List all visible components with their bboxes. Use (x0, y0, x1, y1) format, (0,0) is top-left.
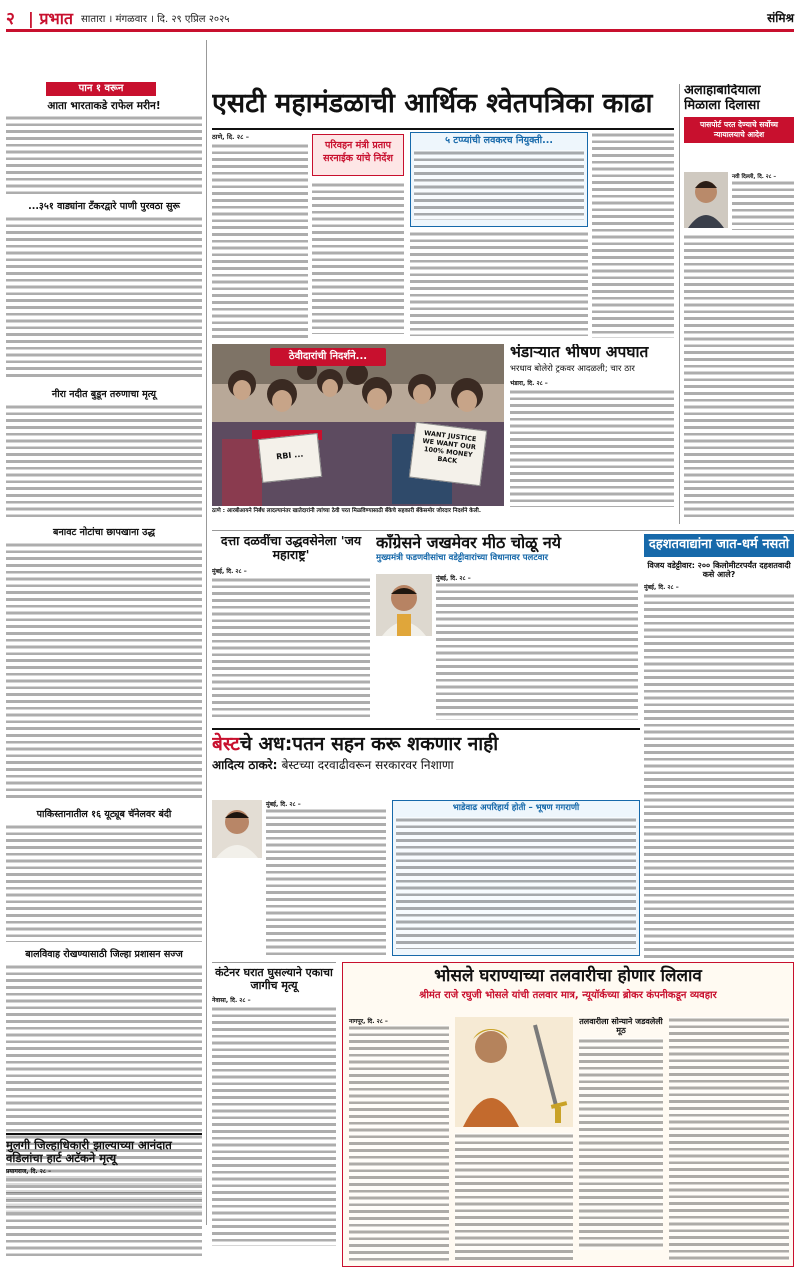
best-headline (212, 734, 640, 756)
story-body (6, 115, 202, 197)
left-story-headline: आता भारताकडे राफेल मरीन! (47, 100, 161, 112)
person-photo (376, 574, 432, 636)
bhandara-subhead: भरधाव बोलेरो ट्रकवर आदळली; चार ठार (510, 363, 635, 374)
allahabadia-subhead: पासपोर्ट परत देण्याचे सर्वोच्च न्यायालयाचे आदेश (684, 117, 794, 143)
placard-text: RBI ... (275, 449, 304, 462)
best-subhead-rest: बेस्टच्या दरवाढीवरून सरकारवर निशाणा (281, 757, 454, 772)
aaditya-photo (212, 800, 262, 858)
dateline: मुंबई, दि. २८ – (644, 584, 679, 592)
best-sidebar (392, 800, 640, 956)
column-rule (206, 40, 207, 1225)
story-body (349, 1025, 449, 1261)
side-box (410, 132, 588, 227)
protest-banner (270, 348, 386, 366)
allahabadia-story (684, 84, 794, 524)
sword-illustration (455, 1017, 573, 1127)
story-body (212, 1006, 336, 1246)
bhosale-sidebar-title: तलवारीला सोन्याने जडवलेली मूठ (579, 1017, 663, 1036)
left-story (6, 100, 202, 197)
story-body (6, 824, 202, 942)
uddhav-headline: दत्ता दळवींचा उद्धवसेनेला 'जय महाराष्ट्र' (220, 534, 362, 563)
dateline: नेवासा, दि. २८ – (212, 997, 251, 1005)
story-body (6, 404, 202, 519)
left-story (6, 528, 202, 800)
best-headline-red: बेस्ट (212, 733, 240, 755)
container-headline: कंटेनर घरात घुसल्याने एकाचा जागीच मृत्यू (215, 966, 333, 992)
lead-headline-block (212, 84, 674, 130)
newspaper-logo: | प्रभात (28, 8, 74, 28)
congress-story (376, 534, 638, 724)
placard (409, 422, 487, 486)
left-column (6, 82, 202, 1232)
bhandara-headline: भंडाऱ्यात भीषण अपघात (510, 344, 649, 361)
best-subhead-bold: आदित्य ठाकरे: (212, 757, 278, 772)
protest-photo-block (212, 344, 504, 524)
story-body (6, 216, 202, 381)
continued-badge: पान १ वरून (46, 82, 156, 96)
story-body (212, 143, 308, 338)
side-box-title: ५ टप्प्यांची लवकरच नियुक्ती... (445, 135, 553, 146)
lead-kicker-box (312, 134, 404, 176)
section-name: संमिश्र (767, 11, 794, 25)
person-photo (684, 172, 728, 228)
left-story-headline: नीरा नदीत बुडून तरुणाचा मृत्यू (51, 389, 157, 400)
left-story-headline: पाकिस्तानातील १६ यूट्यूब चॅनेलवर बंदी (36, 809, 172, 820)
dateline: मुंबई, दि. २८ – (266, 801, 301, 808)
left-story-headline: बनावट नोटांचा छापखाना उद्ध (53, 527, 155, 538)
lead-intro (212, 132, 308, 338)
story-body (6, 1177, 202, 1257)
dateline: मुंबई, दि. २८ – (212, 567, 247, 575)
bhosale-headline: भोसले घराण्याच्या तलवारीचा होणार लिलाव (434, 966, 702, 986)
issue-info: सातारा । मंगळवार । दि. २९ एप्रिल २०२५ (81, 13, 230, 25)
terror-headline: दहशतवाद्यांना जात-धर्म नसतो (644, 534, 794, 557)
protest-photo (212, 344, 504, 506)
story-body (436, 582, 638, 720)
left-story-headline: बालविवाह रोखण्यासाठी जिल्हा प्रशासन सज्ज (25, 949, 183, 960)
uddhav-story (212, 534, 370, 724)
fadnavis-photo (376, 574, 432, 636)
story-body (414, 150, 584, 220)
story-body (592, 132, 674, 338)
masthead (6, 6, 794, 32)
dateline: भंडारा, दि. २८ – (510, 379, 548, 387)
story-body (410, 231, 588, 336)
bottom-left-story (6, 1133, 202, 1271)
story-body (579, 1038, 663, 1250)
protest-banner-text: ठेवीदारांची निदर्शने... (288, 351, 368, 362)
bhandara-story (510, 344, 674, 526)
story-body (396, 817, 636, 949)
column-rule (679, 84, 680, 524)
best-story (212, 728, 640, 958)
sword-icon (455, 1017, 573, 1127)
story-body (669, 1017, 789, 1261)
story-body (684, 234, 794, 519)
section-rule (212, 530, 794, 531)
photo-caption: ठाणे : आरबीआयने निर्बंध लादल्यानंतर खातेदारांनी त्यांच्या ठेवी परत मिळविण्यासाठी बँकेचे सहकारी बँकेसमोर जोरदार निदर्शने केली. (212, 508, 481, 514)
allahabadia-photo (684, 172, 728, 228)
person-photo (212, 800, 262, 858)
best-sidebar-title: भाडेवाढ अपरिहार्य होती – भूषण गगराणी (452, 803, 580, 813)
bhosale-story (342, 962, 794, 1267)
story-body (266, 808, 386, 956)
lead-kicker: परिवहन मंत्री प्रताप सरनाईक यांचे निर्देश (323, 140, 393, 164)
story-body (510, 389, 674, 507)
placard-text: WANT JUSTICE WE WANT OUR 100% MONEY BACK (422, 428, 477, 466)
lead-headline: एसटी महामंडळाची आर्थिक श्वेतपत्रिका काढा (212, 88, 653, 119)
best-headline-rest: चे अध:पतन सहन करू शकणार नाही (239, 733, 499, 755)
dateline: नागपूर, दि. २८ – (349, 1018, 388, 1025)
allahabadia-headline: अलाहाबादियाला मिळाला दिलासा (684, 84, 761, 113)
placard (258, 433, 322, 483)
story-body (312, 182, 404, 334)
lead-side-box (410, 132, 588, 338)
bhosale-subhead: श्रीमंत राजे रघुजी भोसले यांची तलवार मात्र, न्यूयॉर्कच्या ब्रोकर कंपनीकडून व्यवहार (419, 989, 717, 1001)
bottom-left-headline: मुलगी जिल्हाधिकारी झाल्याच्या आनंदात वडिलांचा हार्ट अटॅकने मृत्यू (6, 1138, 172, 1166)
terror-subhead: विजय वडेट्टीवार: २०० किलोमीटरपर्यंत दहशतवादी कसे आले? (647, 560, 791, 580)
story-body (732, 180, 794, 230)
container-story (212, 962, 336, 1267)
page-number: २ (6, 9, 15, 29)
congress-headline: काँग्रेसने जखमेवर मीठ चोळू नये (376, 534, 562, 552)
dateline: ठाणे, दि. २८ – (212, 133, 250, 141)
dateline: प्रयागराज, दि. २८ – (6, 1168, 52, 1176)
story-body (212, 577, 370, 717)
left-story (6, 390, 202, 519)
bhosale-sidebar (579, 1017, 663, 1261)
left-story (6, 810, 202, 942)
left-story (6, 202, 202, 381)
dateline: मुंबई, दि. २८ – (436, 575, 471, 582)
left-story-headline: ...३५१ वाड्यांना टँकरद्वारे पाणी पुरवठा सुरू (28, 201, 180, 212)
dateline: नवी दिल्ली, दि. २८ – (732, 174, 777, 180)
congress-subhead: मुख्यमंत्री फडणवीसांचा वडेट्टीवारांच्या विधानावर पलटवार (376, 553, 549, 564)
story-body (6, 542, 202, 800)
best-subhead (212, 759, 640, 773)
story-body (455, 1133, 573, 1261)
